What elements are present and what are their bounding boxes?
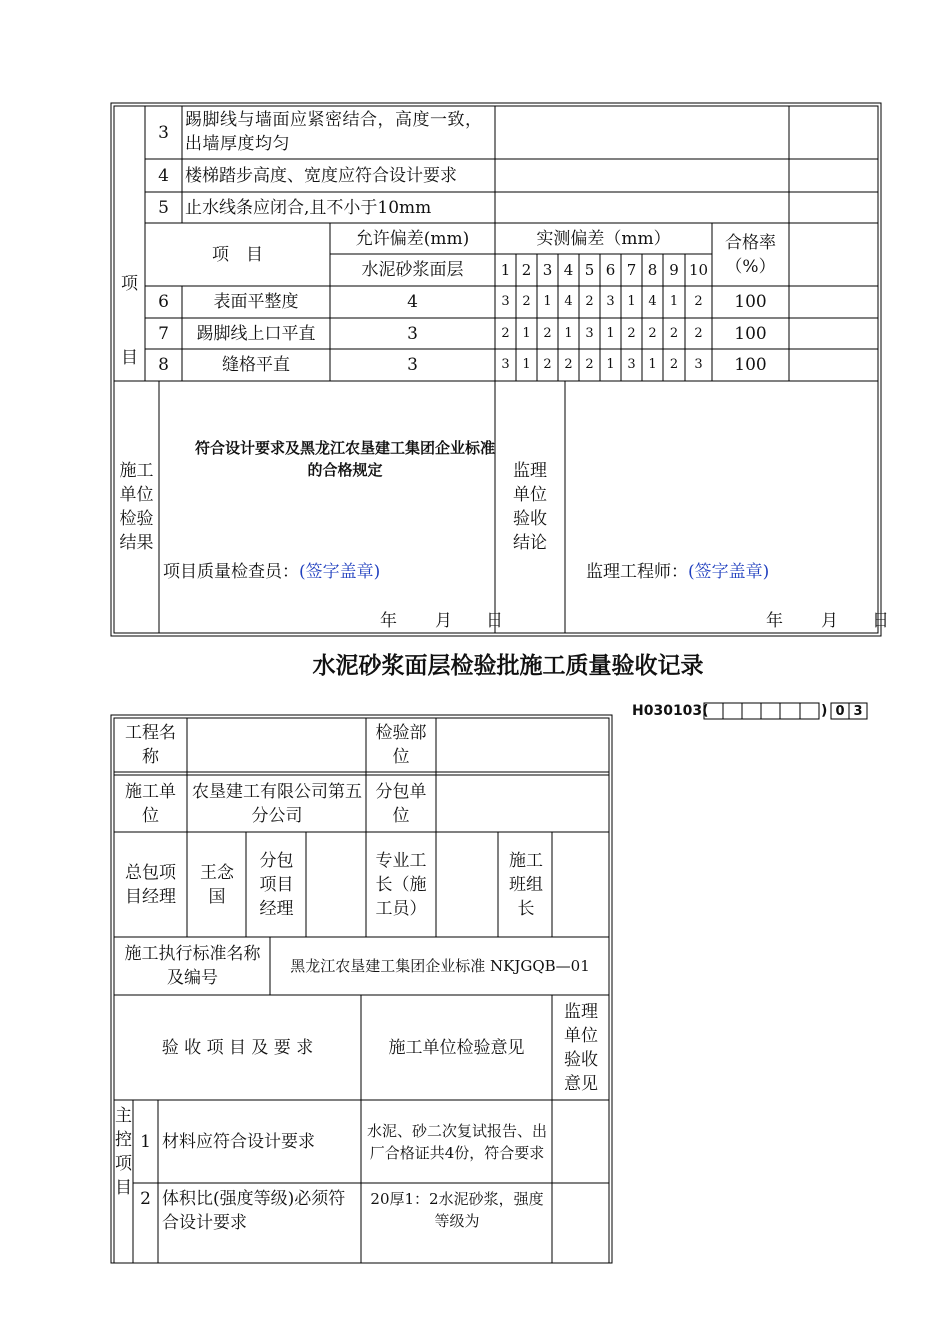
foreman-label: 专业工长（施工员） [375, 850, 427, 919]
measure-value: 2 [543, 357, 552, 372]
general-manager-label: 总包项目经理 [125, 862, 176, 907]
inspector-label: 项目质量检查员： [163, 562, 299, 582]
date-month: 月 [435, 611, 452, 631]
code-digit: 0 [835, 703, 845, 719]
measure-value: 1 [606, 357, 615, 372]
side-label-2: 目 [121, 348, 138, 368]
measure-col-header: 8 [647, 261, 658, 279]
header-allow: 允许偏差(mm) [355, 228, 470, 249]
measure-value: 2 [669, 325, 679, 341]
col-items: 验 收 项 目 及 要 求 [161, 1037, 314, 1058]
measure-value: 2 [522, 294, 531, 309]
measure-value: 3 [694, 357, 703, 372]
measure-col-header: 10 [688, 261, 709, 279]
measure-value: 2 [501, 325, 510, 341]
measure-col-header: 6 [605, 261, 616, 279]
row-no: 3 [158, 122, 169, 143]
measure-value: 1 [543, 294, 552, 309]
measure-value: 1 [669, 294, 679, 309]
header-measured: 实测偏差（mm） [536, 228, 671, 249]
main-row-no: 2 [140, 1189, 151, 1209]
row-no: 5 [158, 197, 169, 218]
date-2 [766, 609, 889, 633]
measure-col-header: 4 [563, 261, 574, 279]
measure-row-no: 6 [158, 292, 169, 312]
measure-value: 2 [694, 294, 703, 309]
project-name-label: 工程名称 [125, 723, 176, 767]
standard-label: 施工执行标准名称及编号 [124, 944, 261, 988]
measure-col-header: 2 [521, 261, 532, 279]
measure-row-allow: 3 [407, 323, 418, 344]
sub-manager-label: 分包项目经理 [259, 850, 294, 919]
measure-value: 2 [648, 325, 657, 341]
header-rate: 合格率（%） [725, 233, 776, 277]
measure-value: 1 [648, 357, 657, 372]
measure-value: 2 [627, 325, 636, 341]
standard-value: 黑龙江农垦建工集团企业标准 NKJGQB—01 [290, 957, 590, 975]
measure-row-allow: 3 [407, 355, 418, 375]
measure-row-name: 缝格平直 [222, 355, 290, 375]
code-prefix: H030103( [632, 703, 709, 719]
date-month: 月 [821, 611, 838, 631]
measure-value: 1 [522, 357, 531, 372]
measure-row-no: 7 [158, 323, 169, 344]
signature-1: (签字盖章) [299, 562, 381, 582]
measure-value: 4 [564, 294, 573, 309]
row-text: 止水线条应闭合,且不小于10mm [185, 198, 432, 218]
date-day: 日 [872, 611, 889, 631]
measure-col-header: 5 [584, 261, 595, 279]
col-supervision: 监理单位验收意见 [564, 1001, 598, 1094]
engineer-label: 监理工程师： [586, 562, 688, 582]
measure-value: 2 [669, 357, 679, 372]
measure-value: 3 [606, 294, 615, 309]
measure-row-rate: 100 [734, 323, 767, 344]
header-allow-sub: 水泥砂浆面层 [361, 260, 464, 280]
main-row-no: 1 [140, 1131, 151, 1152]
main-control-label: 主控项目 [115, 1106, 132, 1198]
subcontract-unit-label: 分包单位 [375, 781, 427, 826]
main-row-opinion: 水泥、砂二次复试报告、出厂合格证共4份，符合要求 [366, 1121, 547, 1162]
measure-value: 3 [627, 357, 636, 372]
measure-row-allow: 4 [407, 292, 418, 312]
measure-row-rate: 100 [734, 355, 767, 375]
page-title: 水泥砂浆面层检验批施工质量验收记录 [312, 653, 704, 679]
supervision-label: 监理单位验收结论 [513, 461, 547, 553]
conclusion-text: 符合设计要求及黑龙江农垦建工集团企业标准的合格规定 [195, 439, 496, 479]
measure-col-header: 9 [669, 261, 679, 279]
main-row-text: 材料应符合设计要求 [162, 1132, 315, 1152]
engineer-line [586, 560, 769, 584]
row-text: 踢脚线与墙面应紧密结合，高度一致，出墙厚度均匀 [185, 110, 483, 154]
measure-value: 2 [585, 294, 594, 309]
row-no: 4 [158, 165, 169, 186]
measure-value: 4 [648, 294, 657, 309]
general-manager-value: 王念国 [200, 862, 234, 907]
measure-value: 2 [694, 325, 703, 341]
measure-value: 2 [543, 325, 552, 341]
col-opinion: 施工单位检验意见 [388, 1037, 525, 1058]
measure-value: 2 [564, 357, 573, 372]
construction-result-label: 施工单位检验结果 [119, 461, 154, 553]
measure-value: 1 [606, 325, 615, 341]
code-digit: 3 [853, 703, 863, 719]
team-leader-label: 施工班组长 [509, 850, 543, 919]
code-suffix: ) [821, 703, 828, 719]
inspection-part-label: 检验部位 [375, 723, 427, 767]
measure-row-name: 踢脚线上口平直 [196, 323, 316, 344]
main-row-opinion: 20厚1：2水泥砂浆，强度等级为 [370, 1190, 544, 1230]
construction-unit-label: 施工单位 [125, 781, 176, 826]
measure-value: 2 [585, 357, 594, 372]
date-1 [380, 609, 503, 633]
signature-2: (签字盖章) [688, 562, 770, 582]
side-label-1: 项 [121, 274, 138, 294]
measure-col-header: 1 [500, 261, 511, 279]
measure-row-no: 8 [158, 355, 169, 375]
row-text: 楼梯踏步高度、宽度应符合设计要求 [185, 166, 457, 186]
measure-value: 1 [564, 325, 573, 341]
measure-col-header: 3 [542, 261, 553, 279]
measure-row-name: 表面平整度 [213, 292, 299, 312]
inspector-line [163, 560, 380, 584]
construction-unit-value: 农垦建工有限公司第五分公司 [192, 781, 362, 826]
main-row-text: 体积比(强度等级)必须符合设计要求 [162, 1189, 346, 1233]
measure-value: 3 [501, 357, 510, 372]
measure-col-header: 7 [626, 261, 637, 279]
measure-row-rate: 100 [734, 292, 767, 312]
date-year: 年 [766, 611, 783, 631]
measure-value: 1 [627, 294, 636, 309]
date-day: 日 [486, 611, 503, 631]
date-year: 年 [380, 611, 397, 631]
measure-value: 3 [585, 325, 594, 341]
measure-value: 3 [501, 294, 510, 309]
header-item: 项 目 [212, 244, 263, 265]
measure-value: 1 [522, 325, 531, 341]
